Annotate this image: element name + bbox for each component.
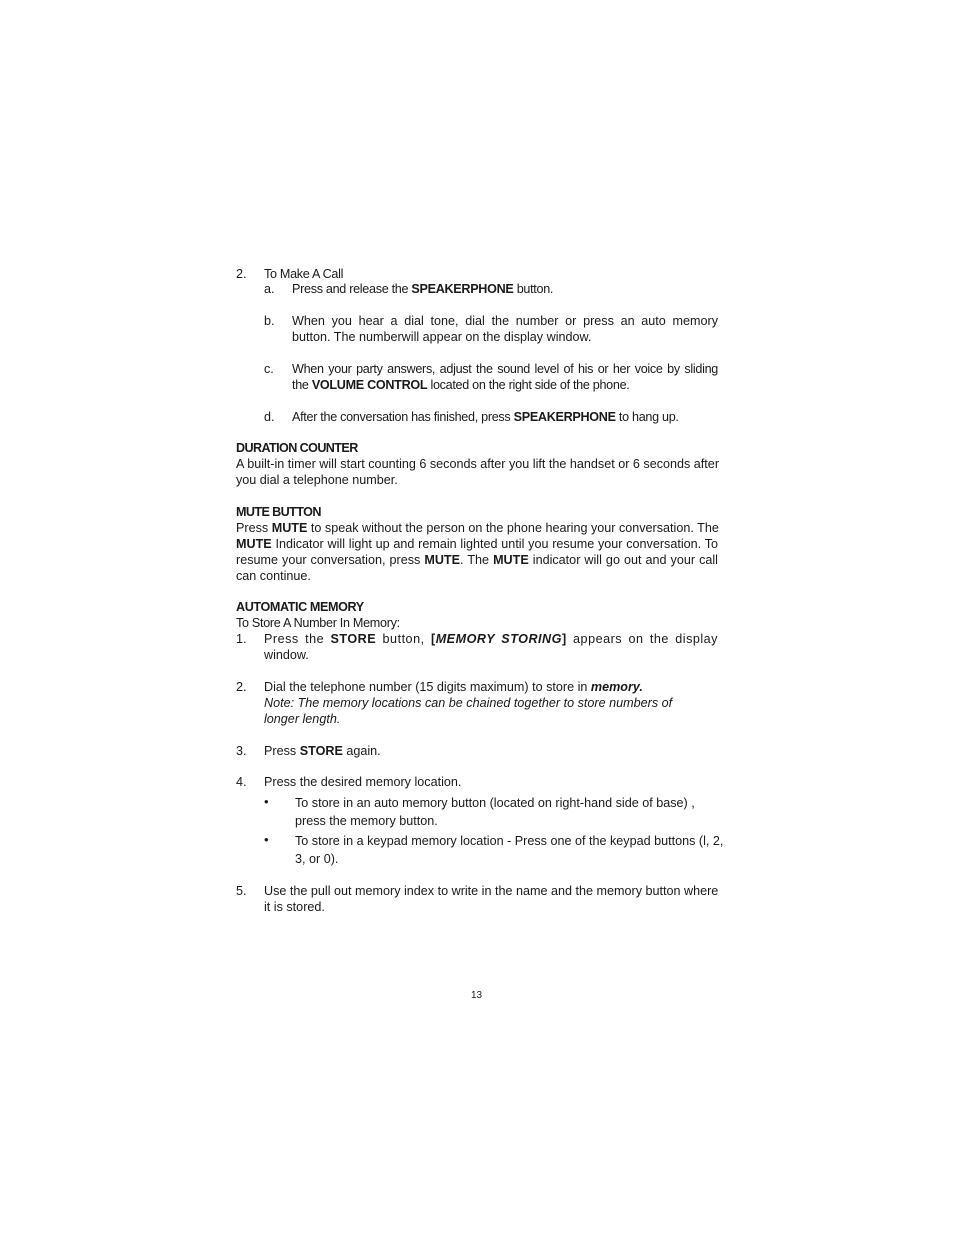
bullet-marker: • <box>264 794 269 809</box>
instruction-b-line2: button. The numberwill appear on the display window. <box>292 330 592 344</box>
bullet1-line1: To store in an auto memory button (located on right-hand side of base) , <box>295 796 695 810</box>
step2-line1: Dial the telephone number (15 digits maximum) to store in memory. <box>264 680 643 694</box>
list-letter: c. <box>264 362 274 376</box>
mute-line1: Press MUTE to speak without the person on the phone hearing your conversation. The <box>236 521 719 535</box>
bullet-marker: • <box>264 832 269 847</box>
memory-heading: AUTOMATIC MEMORY <box>236 600 364 614</box>
instruction-d: After the conversation has finished, press SPEAKERPHONE to hang up. <box>292 410 679 424</box>
list-letter: b. <box>264 314 275 328</box>
mute-line3: resume your conversation, press MUTE. The MUTE indicator will go out and your call <box>236 553 718 567</box>
bullet1-line2: press the memory button. <box>295 814 438 828</box>
mute-line4: can continue. <box>236 569 311 583</box>
instruction-c-line2: the VOLUME CONTROL located on the right side of the phone. <box>292 378 630 392</box>
mute-line2: MUTE Indicator will light up and remain lighted until you resume your conversation. To <box>236 537 718 551</box>
step2-note-line2: longer length. <box>264 712 341 726</box>
list-letter: d. <box>264 410 275 424</box>
step-number: 4. <box>236 775 247 789</box>
step-number: 2. <box>236 680 247 694</box>
step5-line2: it is stored. <box>264 900 325 914</box>
duration-heading: DURATION COUNTER <box>236 441 358 455</box>
section-title: To Make A Call <box>264 267 344 281</box>
list-letter: a. <box>264 282 275 296</box>
duration-line1: A built-in timer will start counting 6 seconds after you lift the handset or 6 seconds after <box>236 457 720 471</box>
step-number: 3. <box>236 744 247 758</box>
mute-heading: MUTE BUTTON <box>236 505 321 519</box>
duration-line2: you dial a telephone number. <box>236 473 398 487</box>
instruction-b-line1: When you hear a dial tone, dial the number or press an auto memory <box>292 314 718 328</box>
step5-line1: Use the pull out memory index to write in the name and the memory button where <box>264 884 719 898</box>
step4-text: Press the desired memory location. <box>264 775 462 789</box>
step-number: 5. <box>236 884 247 898</box>
step2-note-line1: Note: The memory locations can be chained together to store numbers of <box>264 696 673 710</box>
page-number: 13 <box>471 990 483 1001</box>
bullet2-line2: 3, or 0). <box>295 852 339 866</box>
bullet2-line1: To store in a keypad memory location - Press one of the keypad buttons (l, 2, <box>295 834 724 848</box>
step-number: 2. <box>236 267 247 281</box>
step1-line2: window. <box>264 648 309 662</box>
instruction-c-line1: When your party answers, adjust the sound level of his or her voice by sliding <box>292 362 718 376</box>
step1-line1: Press the STORE button, [MEMORY STORING] appears on the display <box>264 632 718 646</box>
step3-text: Press STORE again. <box>264 744 381 758</box>
instruction-a: Press and release the SPEAKERPHONE button. <box>292 282 554 296</box>
step-number: 1. <box>236 632 247 646</box>
memory-intro: To Store A Number In Memory: <box>236 616 400 630</box>
